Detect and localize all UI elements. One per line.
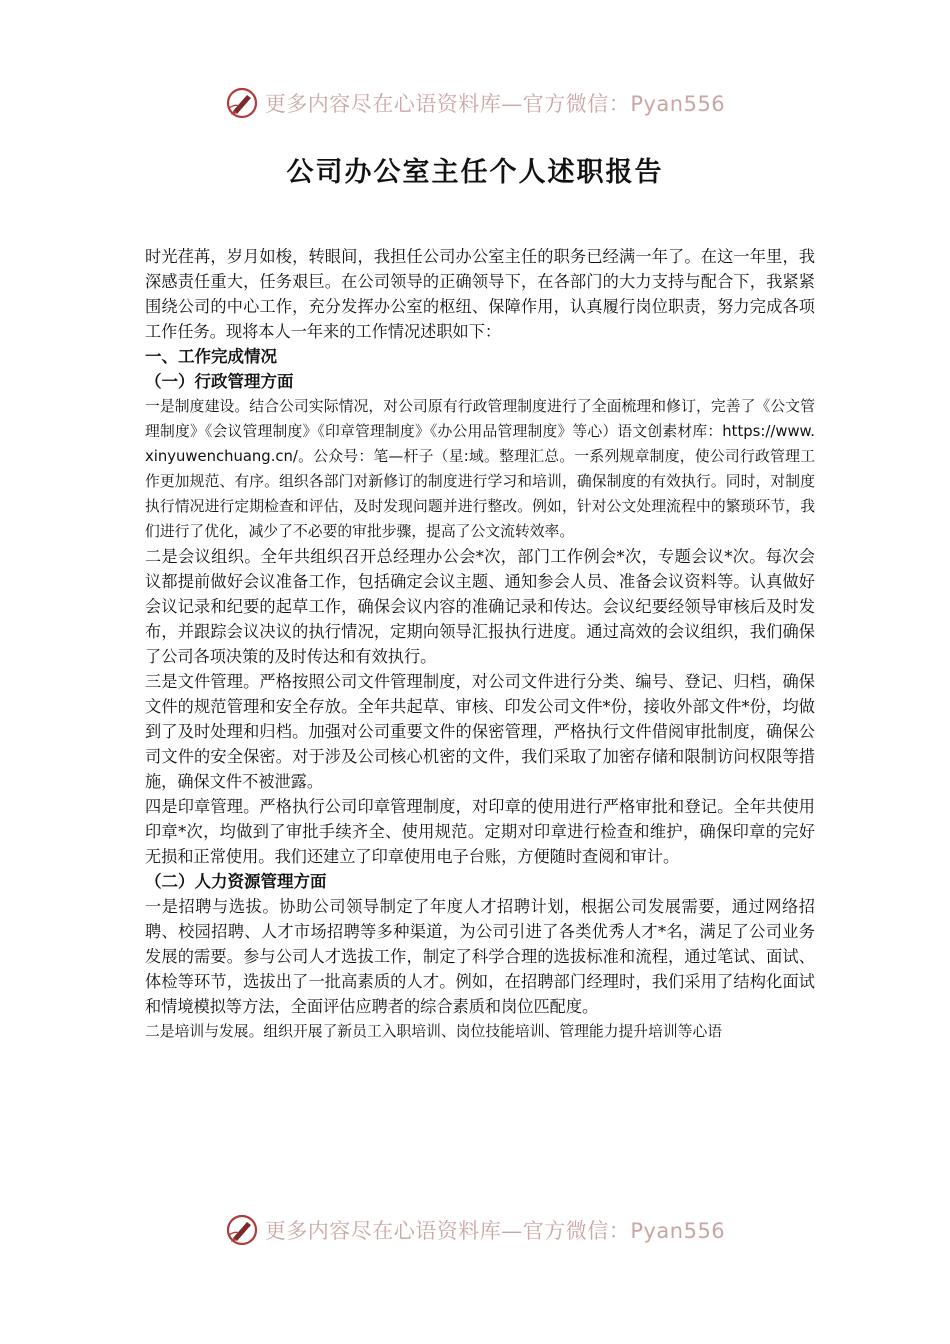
pen-logo-icon [225,86,259,120]
subsection-heading-admin: （一）行政管理方面 [145,372,294,391]
banner-handle: Pyan556 [630,92,726,116]
pen-logo-icon [225,1213,259,1247]
paragraph-document-management: 三是文件管理。严格按照公司文件管理制度，对公司文件进行分类、编号、登记、归档，确保文件的规范管理和安全存放。全年共起草、审核、印发公司文件*份，接收外部文件*份，均做到了及时处理和归档。加强对公司重要文件的保密管理，严格执行文件借阅审批制度，确保公司文件的安全保密。对于涉及公司核心机密的文件，我们采取了加密存储和限制访问权限等措施，确保文件不被泄露。 [145,672,815,791]
paragraph-seal-management: 四是印章管理。严格执行公司印章管理制度，对印章的使用进行严格审批和登记。全年共使用印章*次，均做到了审批手续齐全、使用规范。定期对印章进行检查和维护，确保印章的完好无损和正常使用。我们还建立了印章使用电子台账，方便随时查阅和审计。 [145,797,815,866]
header-banner [0,83,950,123]
banner-text: 更多内容尽在心语资料库—官方微信：Pyan556 [264,1219,726,1243]
banner-text: 更多内容尽在心语资料库—官方微信：Pyan556 [264,92,726,116]
section-heading-1: 一、工作完成情况 [145,347,277,366]
paragraph-training: 二是培训与发展。组织开展了新员工入职培训、岗位技能培训、管理能力提升培训等心语 [145,1023,723,1040]
paragraph-system-building: 一是制度建设。结合公司实际情况，对公司原有行政管理制度进行了全面梳理和修订，完善了《公文管理制度》《会议管理制度》《印章管理制度》《办公用品管理制度》等心）语文创素材库：https://www.xinyuwenchuang.cn/。公众号：笔—杆子（星:域。整理汇总。一系列规章制度，使公司行政管理工作更加规范、有序。组织各部门对新修订的制度进行学习和培训，确保制度的有效执行。同时，对制度执行情况进行定期检查和评估，及时发现问题并进行整改。例如，针对公文处理流程中的繁琐环节，我们进行了优化，减少了不必要的审批步骤，提高了公文流转效率。 [145,398,815,540]
paragraph-intro: 时光荏苒，岁月如梭，转眼间，我担任公司办公室主任的职务已经满一年了。在这一年里，我深感责任重大，任务艰巨。在公司领导的正确领导下，在各部门的大力支持与配合下，我紧紧围绕公司的中心工作，充分发挥办公室的枢纽、保障作用，认真履行岗位职责，努力完成各项工作任务。现将本人一年来的工作情况述职如下： [145,247,815,341]
document-body [145,244,815,1044]
subsection-heading-hr: （二）人力资源管理方面 [145,872,327,891]
footer-banner [0,1210,950,1250]
paragraph-meeting-organization: 二是会议组织。全年共组织召开总经理办公会*次，部门工作例会*次，专题会议*次。每次会议都提前做好会议准备工作，包括确定会议主题、通知参会人员、准备会议资料等。认真做好会议记录和纪要的起草工作，确保会议内容的准确记录和传达。会议纪要经领导审核后及时发布，并跟踪会议决议的执行情况，定期向领导汇报执行进度。通过高效的会议组织，我们确保了公司各项决策的及时传达和有效执行。 [145,547,815,666]
page-title: 公司办公室主任个人述职报告 [286,157,664,188]
banner-handle: Pyan556 [630,1219,726,1243]
paragraph-recruitment: 一是招聘与选拔。协助公司领导制定了年度人才招聘计划，根据公司发展需要，通过网络招聘、校园招聘、人才市场招聘等多种渠道，为公司引进了各类优秀人才*名，满足了公司业务发展的需要。参与公司人才选拔工作，制定了科学合理的选拔标准和流程，通过笔试、面试、体检等环节，选拔出了一批高素质的人才。例如，在招聘部门经理时，我们采用了结构化面试和情境模拟等方法，全面评估应聘者的综合素质和岗位匹配度。 [145,897,815,1016]
